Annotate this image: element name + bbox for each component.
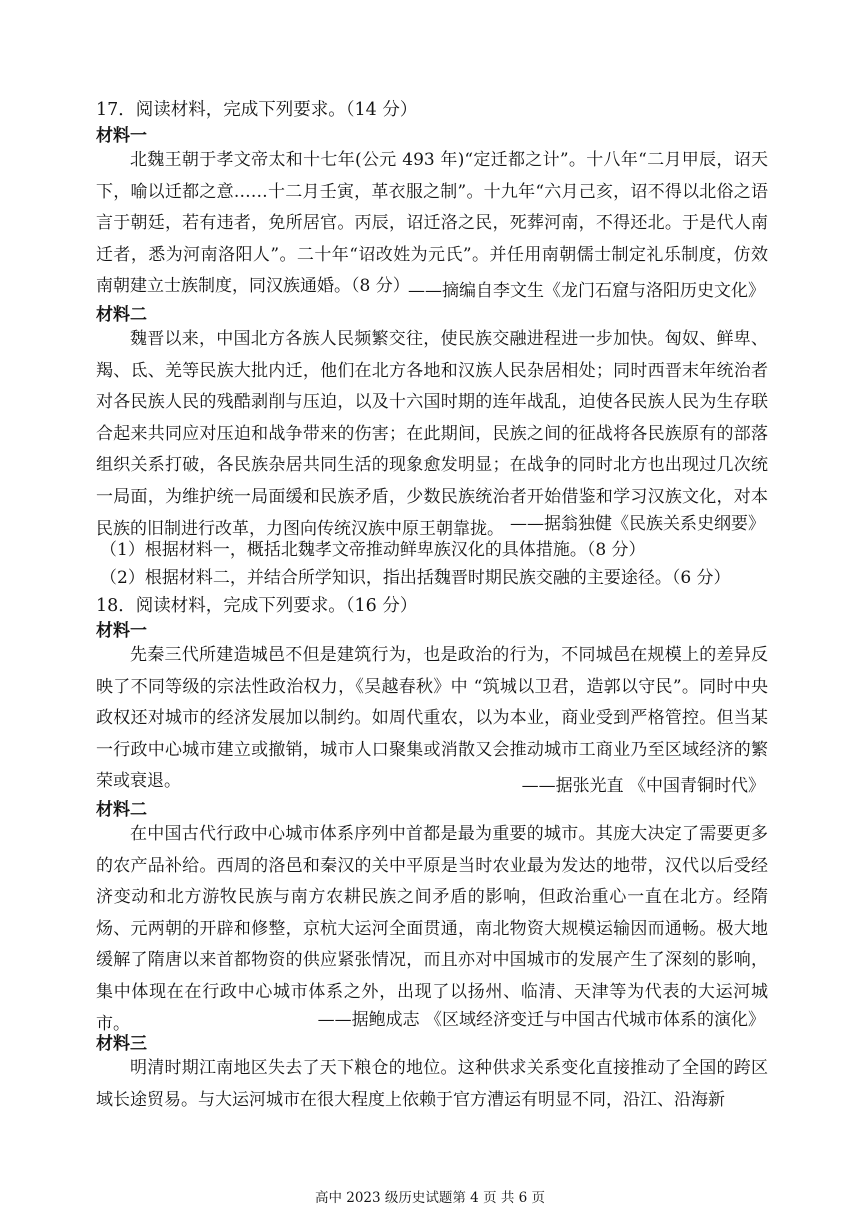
q17-material-2-title: 材料二 [96, 305, 147, 325]
q18-material-2-paragraph: 在中国古代行政中心城市体系序列中首都是最为重要的城市。其庞大决定了需要更多的农产品补给。西周的洛邑和秦汉的关中平原是当时农业最为发达的地带，汉代以后受经济变动和北方游牧民族与南方农耕民族之间矛盾的影响，但政治重心一直在北方。经隋炀、元两朝的开辟和修整，京杭大运河全面贯通，南北物资大规模运输因而通畅。极大地缓解了隋唐以来首都物资的供应紧张情况，而且亦对中国城市的发展产生了深刻的影响，集中体现在在行政中心城市体系之外，出现了以扬州、临清、天津等为代表的大运河城市。 [96, 824, 768, 1034]
q18-material-2-source: ——据鲍成志 《区域经济变迁与中国古代城市体系的演化》 [317, 1010, 765, 1030]
q17-material-1-title: 材料一 [96, 126, 147, 146]
q17-material-1-paragraph: 北魏王朝于孝文帝太和十七年(公元 493 年)“定迁都之计”。十八年“二月甲辰，诏天下，喻以迁都之意……十二月壬寅，革衣服之制”。十九年“六月己亥，诏不得以北俗之语言于朝廷，若有违者，免所居官。丙辰，诏迁洛之民，死葬河南，不得还北。于是代人南迁者，悉为河南洛阳人”。二十年“诏改姓为元氏”。并任用南朝儒士制定礼乐制度，仿效南朝建立士族制度，同汉族通婚。（8 分） [96, 150, 768, 297]
q18-material-3-paragraph: 明清时期江南地区失去了天下粮仓的地位。这种供求关系变化直接推动了全国的跨区域长途贸易。与大运河城市在很大程度上依赖于官方漕运有明显不同，沿江、沿海新 [96, 1058, 768, 1110]
q18-material-1-paragraph: 先秦三代所建造城邑不但是建筑行为，也是政治的行为，不同城邑在规模上的差异反映了不同等级的宗法性政治权力，《吴越春秋》中 “筑城以卫君，造郭以守民”。同时中央政权还对城市的经济发展加以制约。如周代重农，以为本业，商业受到严格管控。但当某一行政中心城市建立或撤销，城市人口聚集或消散又会推动城市工商业乃至区域经济的繁荣或衰退。 [96, 645, 768, 792]
q17-material-1-source: ——摘编自李文生《龙门石窟与洛阳历史文化》 [408, 281, 765, 301]
page-footer: 高中 2023 级历史试题第 4 页 共 6 页 [314, 1190, 546, 1206]
q18-material-3-text [96, 1053, 768, 1116]
question-18-header: 18．阅读材料，完成下列要求。（16 分） [96, 596, 418, 616]
q17-material-2-source: ——据翁独健《民族关系史纲要》 [510, 514, 765, 534]
q18-material-3-title: 材料三 [96, 1034, 147, 1054]
q17-ask-2: （2）根据材料二，并结合所学知识，指出括魏晋时期民族交融的主要途径。（6 分） [100, 568, 731, 588]
q17-ask-1: （1）根据材料一，概括北魏孝文帝推动鲜卑族汉化的具体措施。（8 分） [100, 540, 646, 560]
q18-material-1-source: ——据张光直 《中国青铜时代》 [521, 776, 765, 796]
q18-material-1-title: 材料一 [96, 621, 147, 641]
question-17-header: 17．阅读材料，完成下列要求。（14 分） [96, 100, 418, 120]
q17-material-2-paragraph: 魏晋以来，中国北方各族人民频繁交往，使民族交融进程进一步加快。匈奴、鲜卑、羯、氐、羌等民族大批内迁，他们在北方各地和汉族人民杂居相处；同时西晋末年统治者对各民族人民的残酷剥削与压迫，以及十六国时期的连年战乱，迫使各民族人民为生存联合起来共同应对压迫和战争带来的伤害；在此期间，民族之间的征战将各民族原有的部落组织关系打破，各民族杂居共同生活的现象愈发明显；在战争的同时北方也出现过几次统一局面，为维护统一局面缓和民族矛盾，少数民族统治者开始借鉴和学习汉族文化，对本民族的旧制进行改革，力图向传统汉族中原王朝靠拢。 [96, 329, 768, 539]
q18-material-2-title: 材料二 [96, 800, 147, 820]
